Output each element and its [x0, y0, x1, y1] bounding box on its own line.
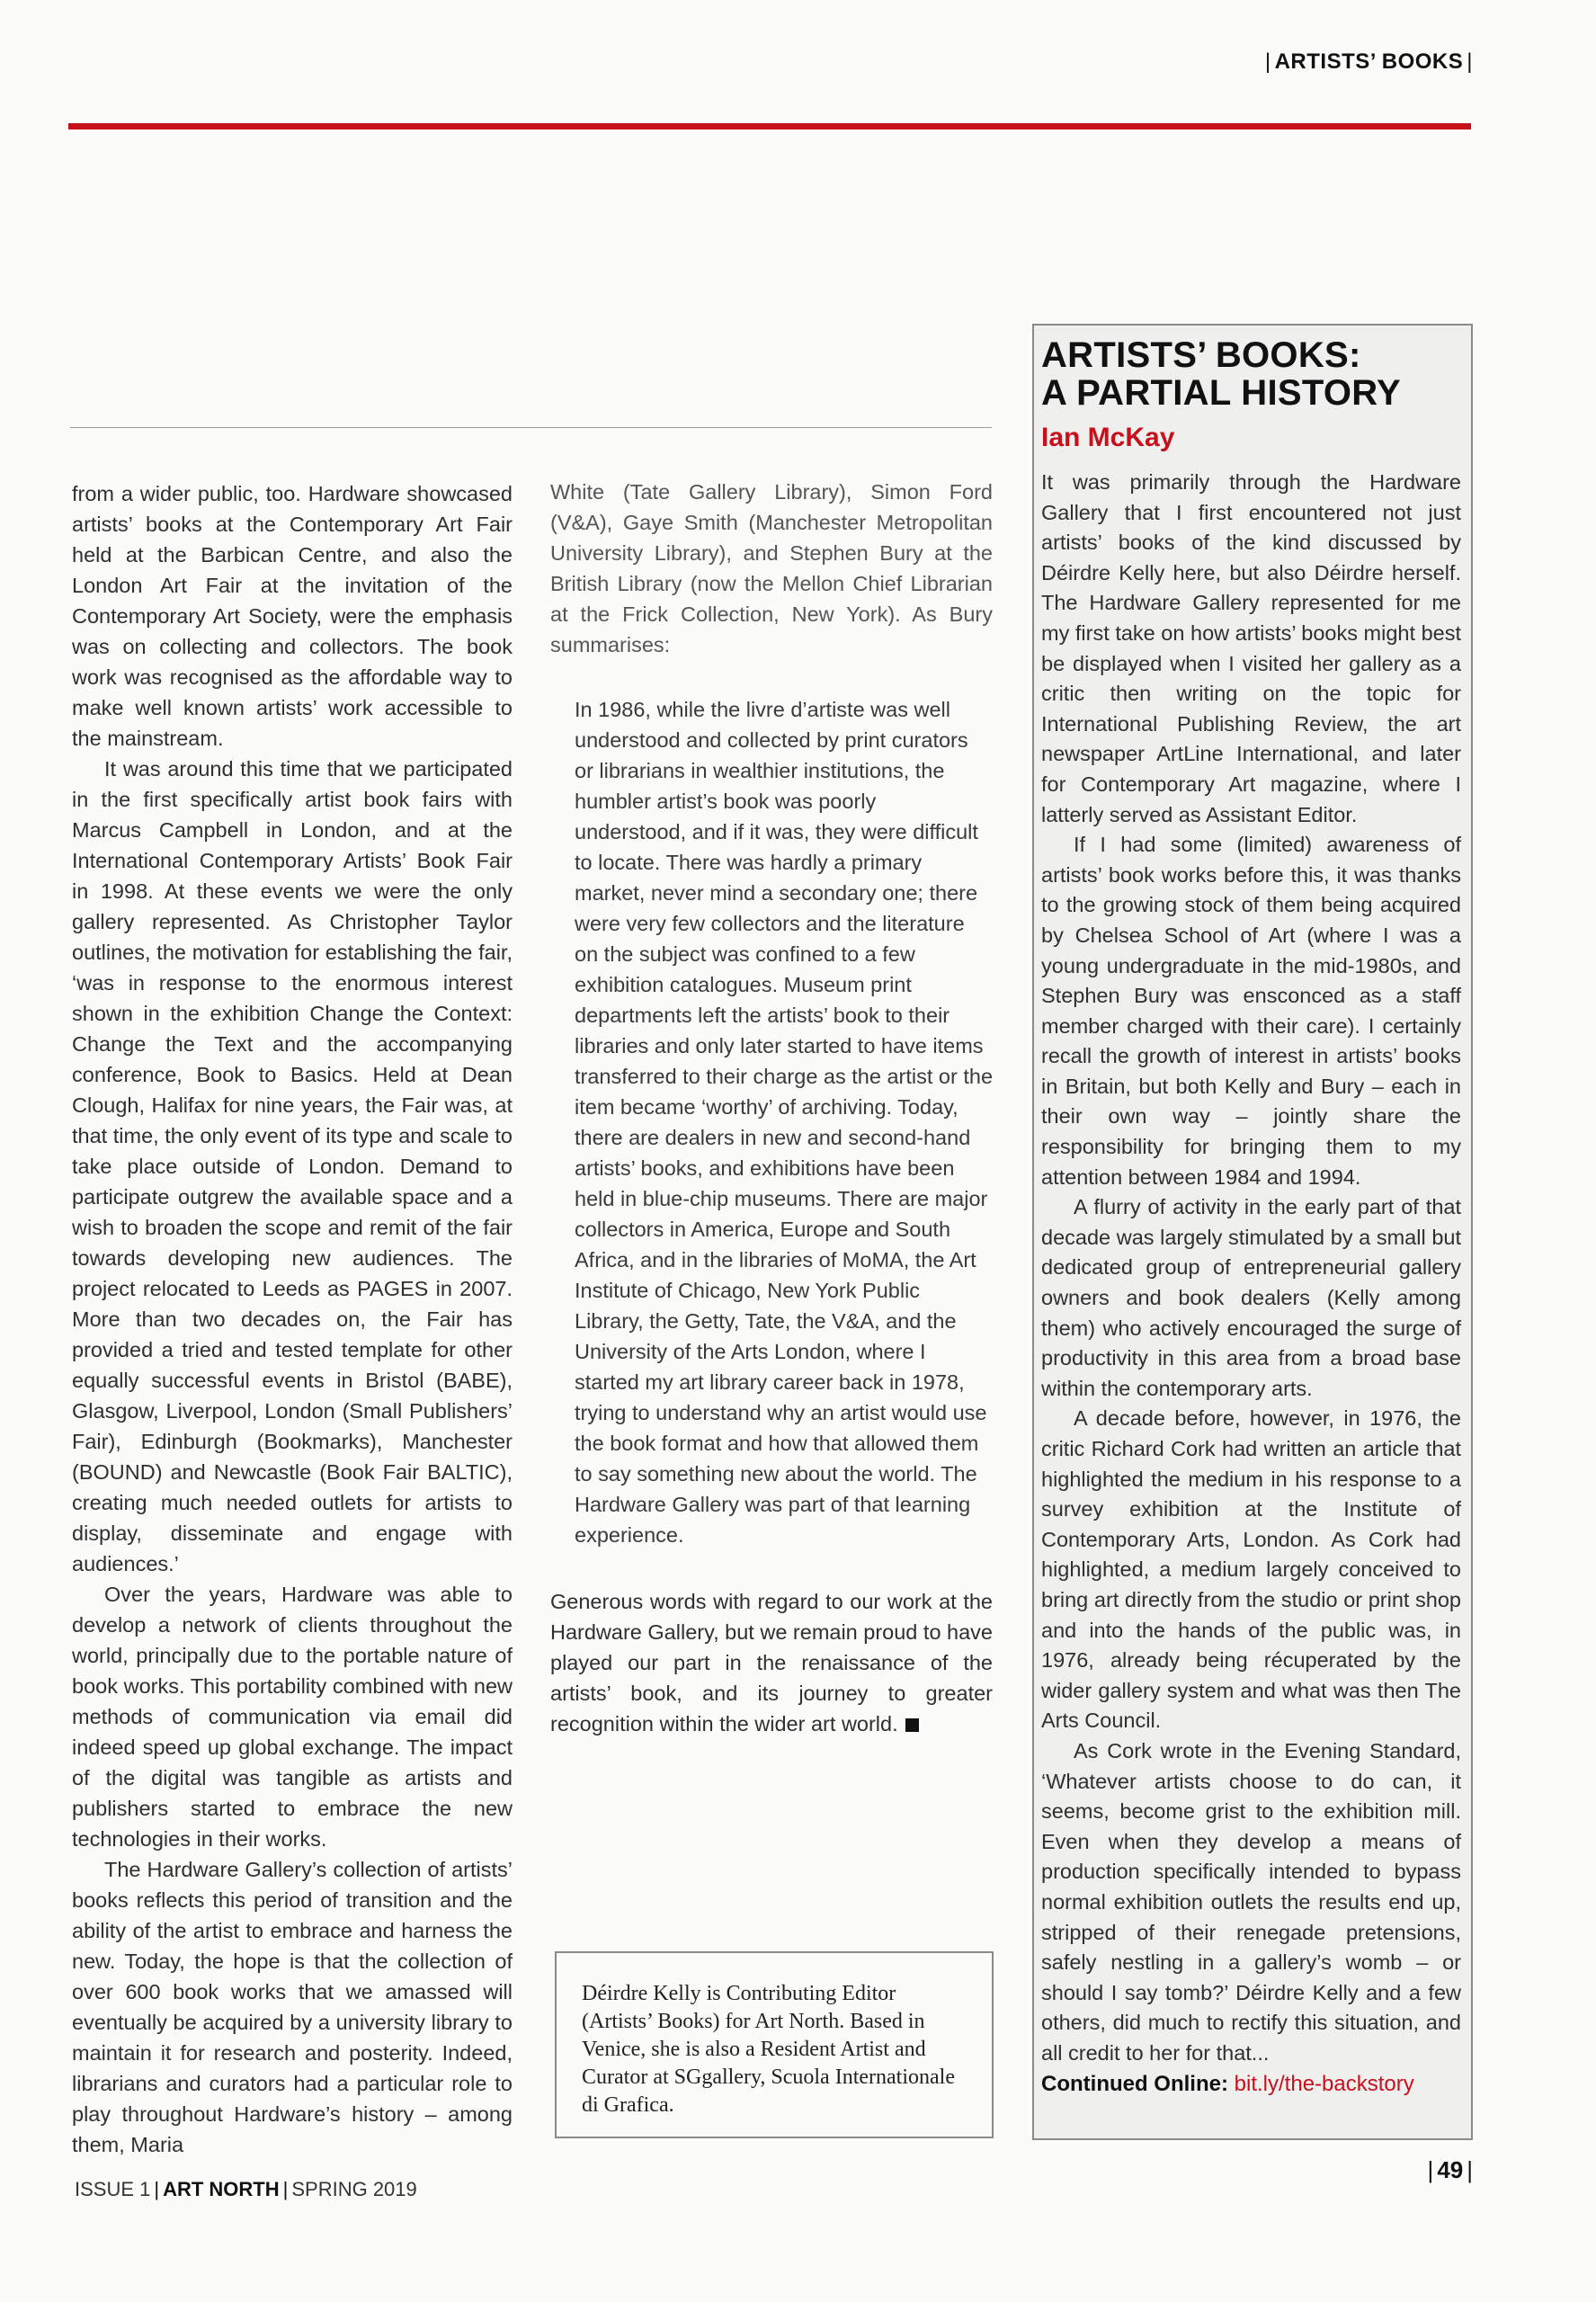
sidebar-paragraph: It was primarily through the Hardware Gallery that I first encountered not just artists’ books of the kind discussed by Déirdre Kelly here, but also Déirdre herself. The Hardware Gallery represented for me my first take on how artists’ books might best be displayed when I visited her gallery as a critic then writing on the topic for International Publishing Review, the art newspaper ArtLine International, and later for Contemporary Art magazine, where I latterly served as Assistant Editor.	[1041, 470, 1461, 826]
paragraph: Over the years, Hardware was able to develop a network of clients throughout the world, principally due to the portable nature of book works. This portability combined with new methods of communication via email did indeed speed up global exchange. The impact of the digital was tangible as artists and publishers started to embrace the new technologies in their works.	[72, 1583, 513, 1851]
sidebar-box	[1032, 324, 1473, 2140]
paragraph: from a wider public, too. Hardware showcased artists’ books at the Contemporary Art Fair held at the Barbican Centre, and also the London Art Fair at the invitation of the Contemporary Art Society, were the emphasis was on collecting and collectors. The book work was recognised as the affordable way to make well known artists’ work accessible to the mainstream.	[72, 482, 513, 750]
sidebar-paragraph: If I had some (limited) awareness of artists’ book works before this, it was thanks to the growing stock of them being acquired by Chelsea School of Art (where I was a young undergraduate in the mid-1980s, and Stephen Bury was ensconced as a staff member charged with their care). I certainly recall the growth of interest in artists’ books in Britain, but both Kelly and Bury – each in their own way – jointly share the responsibility for bringing them to my attention between 1984 and 1994.	[1041, 833, 1461, 1189]
end-mark-icon	[905, 1718, 919, 1732]
footer-season: SPRING 2019	[291, 2178, 417, 2200]
closing-paragraph	[550, 1586, 993, 1739]
sidebar-title	[1041, 336, 1461, 412]
sidebar-paragraph: A decade before, however, in 1976, the critic Richard Cork had written an article that highlighted the medium in his response to a survey exhibition at the Institute of Contemporary Arts, London. As Cork had highlighted, a medium largely conceived to bring art directly from the studio or print shop and into the hands of the public was, in 1976, already being récuperated by the wider gallery system and what was then The Arts Council.	[1041, 1406, 1461, 1733]
paragraph: It was around this time that we participated in the first specifically artist book fairs with Marcus Campbell in London, and at the International Contemporary Artists’ Book Fair in 1998. At these events we were the only gallery represented. As Christopher Taylor outlines, the motivation for establishing the fair, ‘was in response to the enormous interest shown in the exhibition Change the Context: Change the Text and the accompanying conference, Book to Basics. Held at Dean Clough, Halifax for nine years, the Fair was, at that time, the only event of its type and scale to take place outside of London. Demand to participate outgrew the available space and a wish to broaden the scope and remit of the fair towards developing new audiences. The project relocated to Leeds as PAGES in 2007. More than two decades on, the Fair has provided a tried and tested template for other equally successful events in Bristol (BABE), Glasgow, Liverpool, London (Small Publishers’ Fair), Edinburgh (Bookmarks), Manchester (BOUND) and Newcastle (Book Fair BALTIC), creating much needed outlets for artists to display, disseminate and engage with audiences.’	[72, 757, 513, 1575]
author-bio-box	[555, 1951, 994, 2138]
column-1	[72, 478, 513, 2160]
page-number: | 49 |	[1427, 2156, 1473, 2183]
sidebar-author: Ian McKay	[1041, 423, 1175, 452]
section-title: ARTISTS’ BOOKS	[1274, 49, 1464, 74]
divider-rule	[70, 427, 992, 428]
continued-label: Continued Online:	[1041, 2072, 1228, 2097]
page-number-value: 49	[1437, 2156, 1464, 2183]
column-2	[550, 477, 993, 1739]
continued-link[interactable]: bit.ly/the-backstory	[1234, 2072, 1414, 2097]
sidebar-paragraph: A flurry of activity in the early part of that decade was largely stimulated by a small but dedicated group of entrepreneurial gallery owners and book dealers (Kelly among them) who actively encouraged the surge of productivity in this area from a broad base within the contemporary arts.	[1041, 1195, 1461, 1400]
page-footer: ISSUE 1 | ART NORTH | SPRING 2019	[75, 2178, 417, 2200]
sidebar-body	[1041, 468, 1461, 2068]
paragraph: The Hardware Gallery’s collection of artists’ books reflects this period of transition and the ability of the artist to embrace and harness the new. Today, the hope is that the collection of over 600 book works that we amassed will eventually be acquired by a university library to maintain it for research and posterity. Indeed, librarians and curators had a particular role to play throughout Hardware’s history – among them, Maria	[72, 1858, 513, 2156]
footer-issue: ISSUE 1	[75, 2178, 151, 2200]
sidebar-paragraph: As Cork wrote in the Evening Standard, ‘Whatever artists choose to do can, it seems, become grist to the exhibition mill. Even when they develop a means of production specifically intended to bypass normal exhibition outlets the results end up, stripped of their renegade pretensions, safely nestling in a gallery’s womb – or should I say tomb?’ Déirdre Kelly and a few others, did much to rectify this situation, and all credit to her for that...	[1041, 1738, 1461, 2065]
sidebar-title-line: A PARTIAL HISTORY	[1041, 373, 1401, 413]
footer-magazine: ART NORTH	[163, 2178, 280, 2200]
author-bio: Déirdre Kelly is Contributing Editor (Artists’ Books) for Art North. Based in Venice, she is also a Resident Artist and Curator at SGgallery, Scuola Internationale di Grafica.	[582, 1982, 955, 2117]
paragraph: White (Tate Gallery Library), Simon Ford (V&A), Gaye Smith (Manchester Metropolitan University Library), and Stephen Bury at the British Library (now the Mellon Chief Librarian at the Frick Collection, New York). As Bury summarises:	[550, 480, 993, 656]
continued-online	[1041, 2072, 1461, 2097]
header-rule	[68, 123, 1471, 129]
section-label: | ARTISTS’ BOOKS |	[1264, 49, 1473, 74]
sidebar-title-line: ARTISTS’ BOOKS:	[1041, 335, 1361, 375]
closing-text: Generous words with regard to our work at the Hardware Gallery, but we remain proud to have played our part in the renaissance of the artists’ book, and its journey to greater recognition within the wider art world.	[550, 1590, 993, 1735]
pull-quote: In 1986, while the livre d’artiste was well understood and collected by print curators or librarians in wealthier institutions, the humbler artist’s book was poorly understood, and if it was, they were difficult to locate. There was hardly a primary market, never mind a secondary one; there were very few collectors and the literature on the subject was confined to a few exhibition catalogues. Museum print departments left the artists’ book to their libraries and only later started to have items transferred to their charge as the artist or the item became ‘worthy’ of archiving. Today, there are dealers in new and second-hand artists’ books, and exhibitions have been held in blue-chip museums. There are major collectors in America, Europe and South Africa, and in the libraries of MoMA, the Art Institute of Chicago, New York Public Library, the Getty, Tate, the V&A, and the University of the Arts London, where I started my art library career back in 1978, trying to understand why an artist would use the book format and how that allowed them to say something new about the world. The Hardware Gallery was part of that learning experience.	[575, 698, 994, 1547]
